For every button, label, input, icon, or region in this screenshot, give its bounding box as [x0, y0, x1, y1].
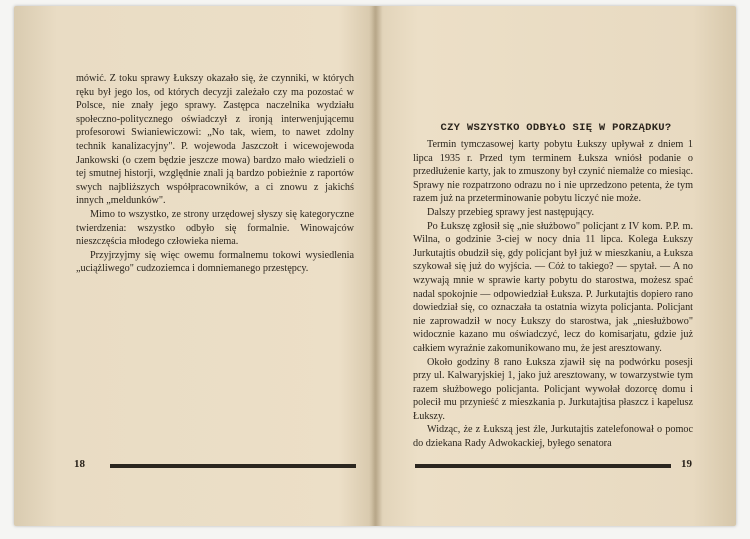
- right-page: [375, 6, 736, 526]
- page-number: 18: [74, 458, 85, 470]
- paragraph: Po Łukszę zgłosił się „nie służbowo" policjant z IV kom. P.P. m. Wilna, o godzinie 3-ciej w nocy dnia 11 lipca. Kolega Łukszy Jurkutajtis obudził się, gdy policjant był już w mieszkaniu, a Łuksza szykował się już do wyjścia. — Cóż to takiego? — spytał. — A no wzywają mnie w sprawie karty pobytu do starostwa, możesz spać nadal spokojnie — odpowiedział Łuksza. P. Jurkutajtis dopiero rano dowiedział się, co oznaczała ta ostatnia wizyta policjanta. Policjant nie zaprowadził w nocy Łukszy do starostwa, jak „niesłużbowo" widocznie kazano mu oświadczyć, lecz do komisarjatu, gdzie już całkiem wyraźnie zakomunikowano mu, że jest aresztowany.: [413, 220, 693, 354]
- paragraph: mówić. Z toku sprawy Łukszy okazało się, że czynniki, w których ręku był jego los, od których decyzji zależało czy ma pozostać w Polsce, nie znały jego sprawy. Zastępca naczelnika wydziału społeczno-politycznego oświadczył z ironją interwenjującemu profesorowi Swianiewiczowi: „No tak, wiem, to nawet zdolny technik kanalizacyjny". P. wojewoda Jaszczołt i wicewojewoda Jankowski (o czem będzie jeszcze mowa) bardzo mało wiedzieli o tej smutnej historji, względnie znali ją bardzo pobieżnie z raportów swych najbliższych współpracowników, a ci znowu z jakichś innych „meldunków".: [76, 73, 354, 207]
- book-spread: [14, 6, 736, 526]
- footer-rule: [415, 464, 671, 468]
- footer-rule: [110, 464, 356, 468]
- left-page-text: [76, 72, 354, 276]
- page-number: 19: [681, 458, 692, 470]
- section-heading: CZY WSZYSTKO ODBYŁO SIĘ W PORZĄDKU?: [440, 122, 672, 134]
- left-page: [14, 6, 375, 526]
- paragraph: Około godziny 8 rano Łuksza zjawił się na podwórku posesji przy ul. Kalwaryjskiej 1, jako już aresztowany, w towarzystwie tym razem służbowego policjanta. Policjant wywołał dozorcę domu i polecił mu przynieść z mieszkania p. Jurkutajtisa płaszcz i kapelusz Łukszy.: [413, 356, 693, 422]
- paragraph: Widząc, że z Łukszą jest źle, Jurkutajtis zatelefonował o pomoc do dziekana Rady Adwokackiej, byłego senatora: [413, 424, 693, 450]
- paragraph: Termin tymczasowej karty pobytu Łukszy upływał z dniem 1 lipca 1935 r. Przed tym terminem Łuksza wniósł podanie o przedłużenie karty, jak to zmuszony był czynić niemalże co miesiąc. Sprawy nie rozpatrzono odrazu no i nie uprzedzono petenta, że tym razem już na przeterminowanie pobytu liczyć nie może.: [413, 139, 693, 205]
- right-page-text: [413, 138, 693, 451]
- paragraph: Przyjrzyjmy się więc owemu formalnemu tokowi wysiedlenia „uciążliwego" cudzoziemca i domniemanego przestępcy.: [76, 249, 354, 275]
- paragraph: Mimo to wszystko, ze strony urzędowej słyszy się kategoryczne twierdzenia: wszystko odbyło się formalnie. Winowajców nieszczęścia młodego człowieka niema.: [76, 208, 354, 248]
- paragraph: Dalszy przebieg sprawy jest następujący.: [427, 206, 595, 218]
